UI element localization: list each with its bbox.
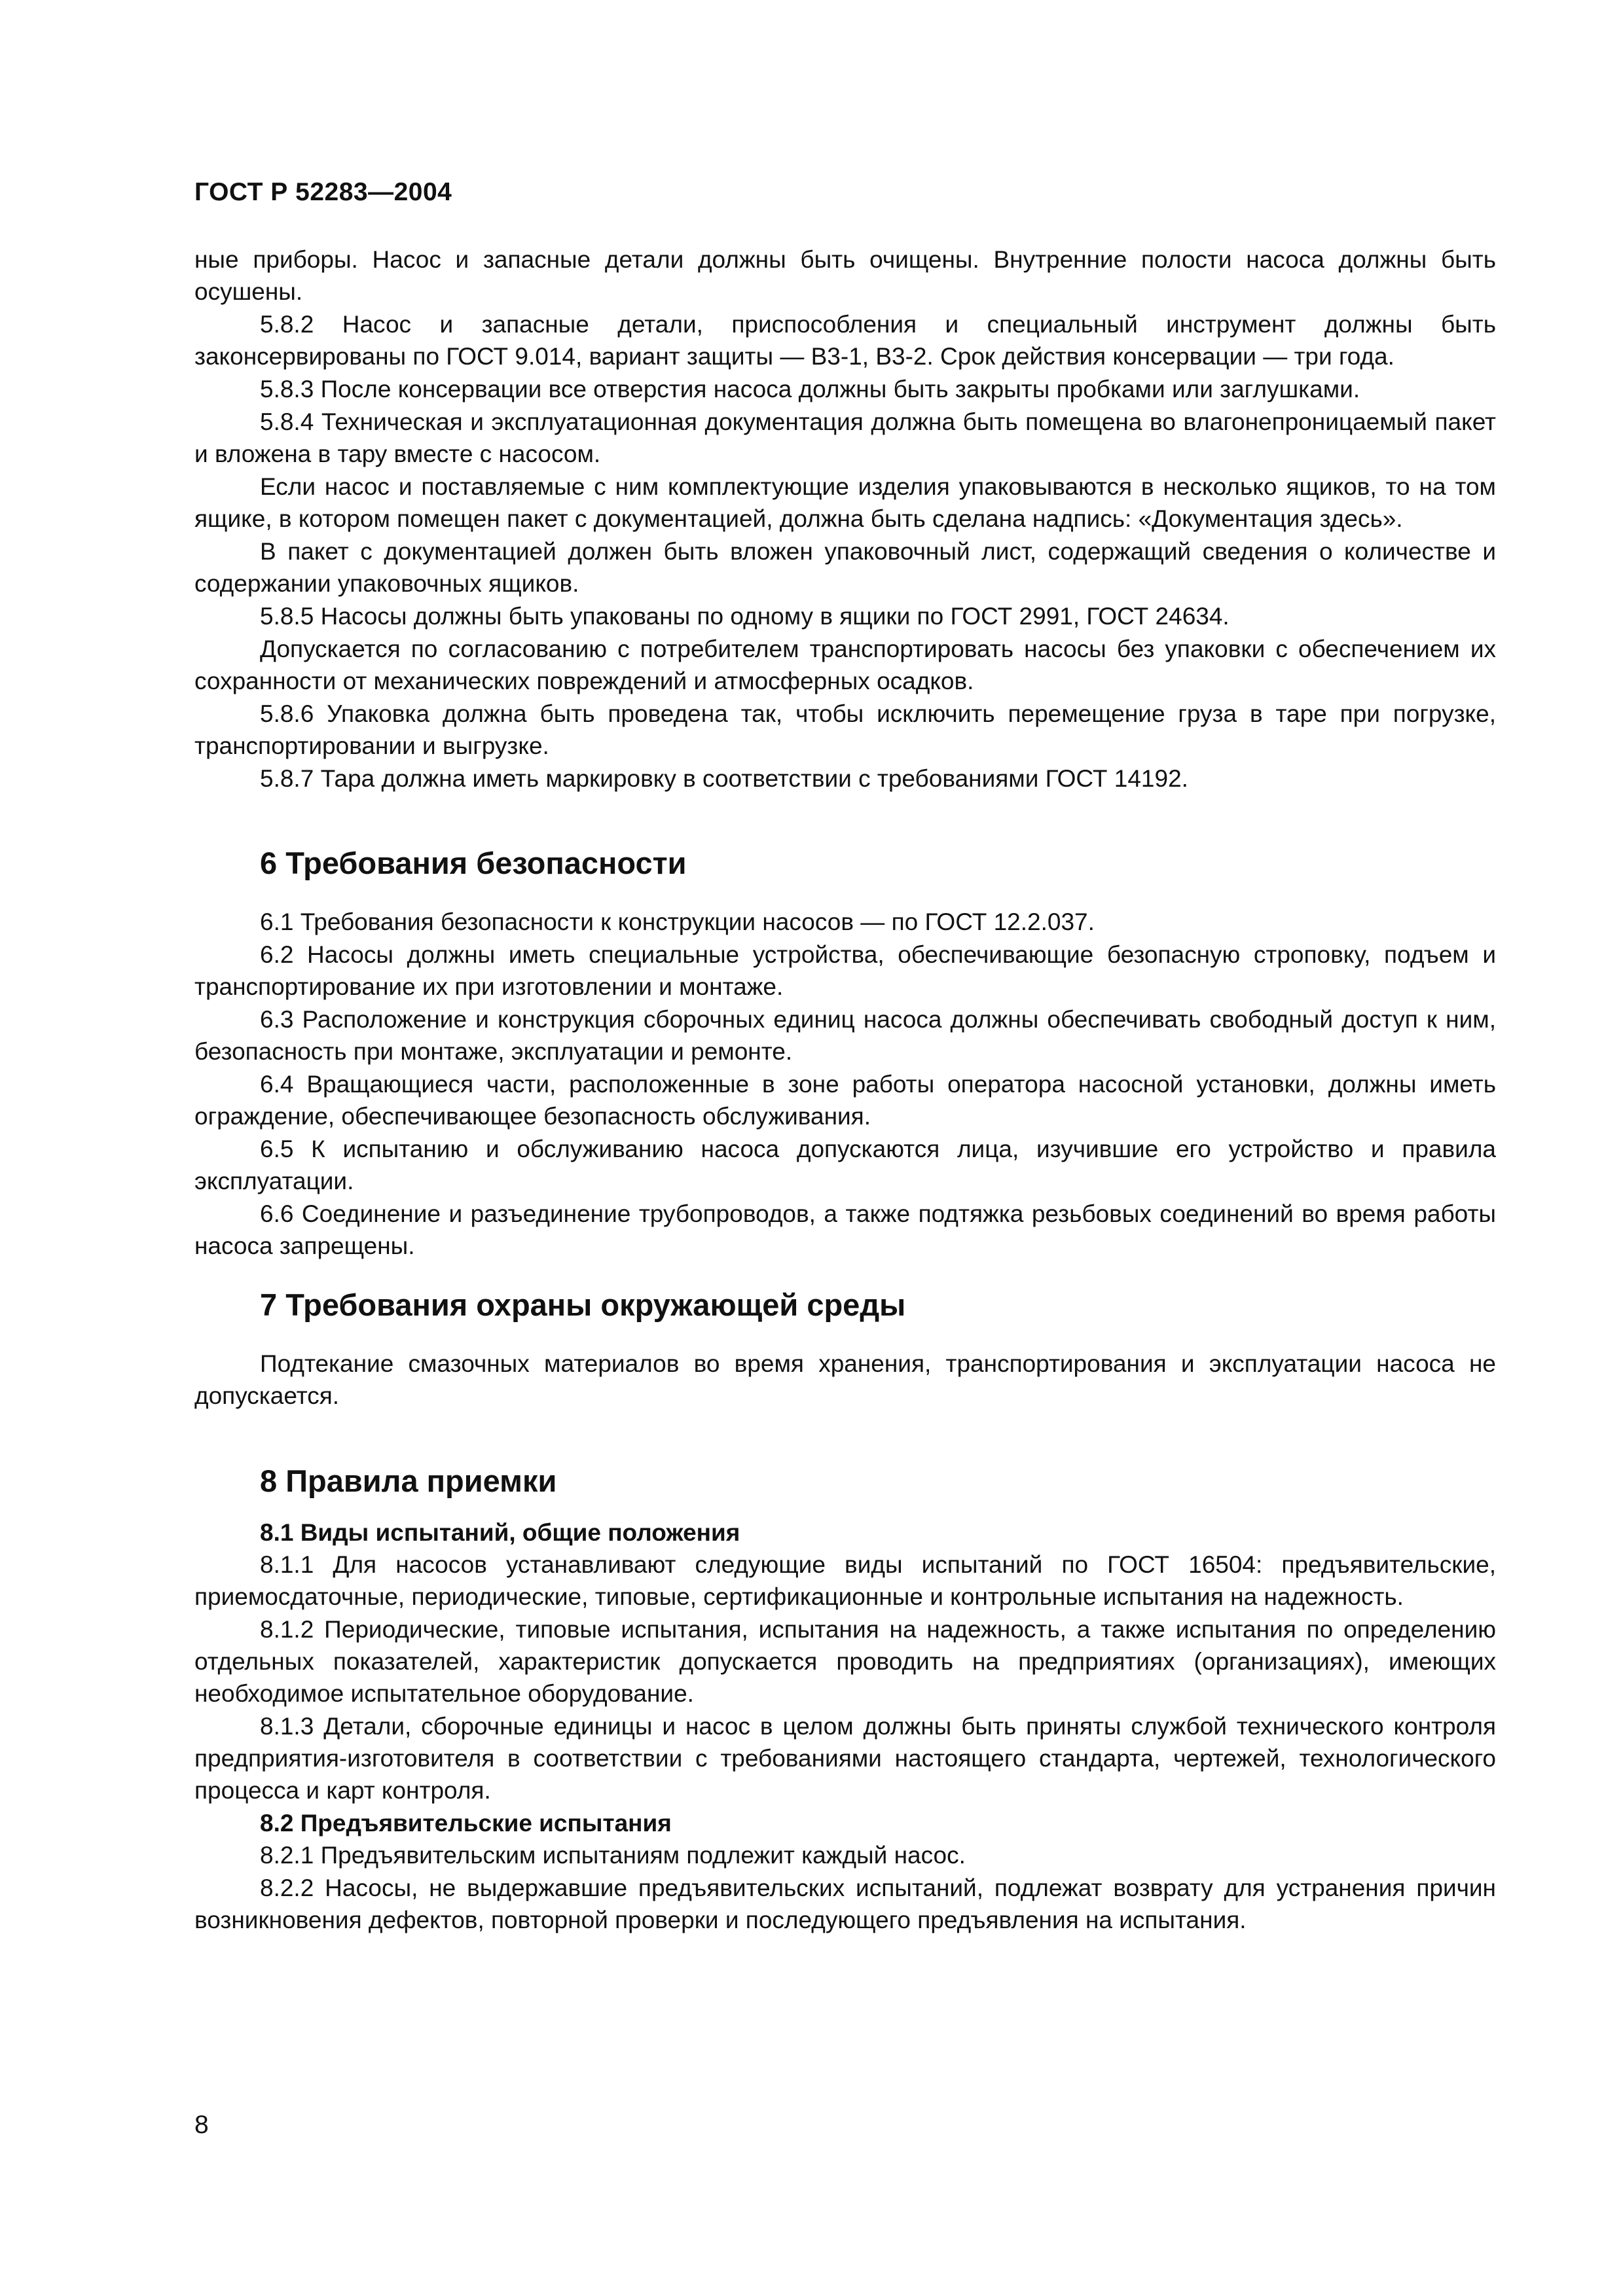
paragraph-5-8-7: 5.8.7 Тара должна иметь маркировку в соответствии с требованиями ГОСТ 14192. — [260, 765, 1188, 792]
section-heading-6: 6 Требования безопасности — [260, 846, 687, 880]
paragraph-5-8-6: 5.8.6 Упаковка должна быть проведена так, чтобы исключить перемещение груза в таре при погрузке, транспортировании и выгрузке. — [194, 700, 1496, 759]
paragraph-5-8-4-documentation-box: Если насос и поставляемые с ним комплектующие изделия упаковываются в несколько ящиков, то на том ящике, в котором помещен пакет с документацией, должна быть сделана надпись: «Документация здесь». — [194, 473, 1496, 532]
paragraph-6-3: 6.3 Расположение и конструкция сборочных единиц насоса должны обеспечивать свободный доступ к ним, безопасность при монтаже, эксплуатации и ремонте. — [194, 1006, 1496, 1065]
paragraph-8-2-2: 8.2.2 Насосы, не выдержавшие предъявительских испытаний, подлежат возврату для устранения причин возникновения дефектов, повторной проверки и последующего предъявления на испытания. — [194, 1874, 1496, 1933]
paragraph-8-1-1: 8.1.1 Для насосов устанавливают следующие виды испытаний по ГОСТ 16504: предъявительские, приемосдаточные, периодические, типовые, сертификационные и контрольные испытания на надежность. — [194, 1551, 1496, 1610]
paragraph-5-8-3: 5.8.3 После консервации все отверстия насоса должны быть закрыты пробками или заглушками. — [260, 376, 1360, 403]
subsection-heading-8-1: 8.1 Виды испытаний, общие положения — [260, 1519, 740, 1546]
document-body — [194, 243, 1496, 1937]
paragraph-6-1: 6.1 Требования безопасности к конструкции насосов — по ГОСТ 12.2.037. — [260, 908, 1095, 935]
page-number: 8 — [194, 2111, 209, 2139]
paragraph-8-1-3: 8.1.3 Детали, сборочные единицы и насос в целом должны быть приняты службой технического контроля предприятия-изготовителя в соответствии с требованиями настоящего стандарта, чертежей, технологического процесса и карт контроля. — [194, 1713, 1496, 1804]
paragraph-5-8-5-no-packaging: Допускается по согласованию с потребителем транспортировать насосы без упаковки с обеспечением их сохранности от механических повреждений и атмосферных осадков. — [194, 636, 1496, 694]
paragraph-5-8-5: 5.8.5 Насосы должны быть упакованы по одному в ящики по ГОСТ 2991, ГОСТ 24634. — [260, 603, 1230, 630]
subsection-heading-8-2: 8.2 Предъявительские испытания — [260, 1810, 672, 1837]
section-heading-8: 8 Правила приемки — [260, 1463, 557, 1498]
paragraph-6-4: 6.4 Вращающиеся части, расположенные в зоне работы оператора насосной установки, должны иметь ограждение, обеспечивающее безопасность обслуживания. — [194, 1071, 1496, 1130]
paragraph-5-8-2: 5.8.2 Насос и запасные детали, приспособления и специальный инструмент должны быть законсервированы по ГОСТ 9.014, вариант защиты — В3-1, В3-2. Срок действия консервации — три года. — [194, 311, 1496, 370]
paragraph-5-8-4: 5.8.4 Техническая и эксплуатационная документация должна быть помещена во влагонепроницаемый пакет и вложена в тару вместе с насосом. — [194, 408, 1496, 467]
paragraph-continuation: ные приборы. Насос и запасные детали должны быть очищены. Внутренние полости насоса должны быть осушены. — [194, 246, 1496, 305]
paragraph-6-2: 6.2 Насосы должны иметь специальные устройства, обеспечивающие безопасную строповку, подъем и транспортирование их при изготовлении и монтаже. — [194, 941, 1496, 1000]
paragraph-5-8-4-packing-list: В пакет с документацией должен быть вложен упаковочный лист, содержащий сведения о количестве и содержании упаковочных ящиков. — [194, 538, 1496, 597]
document-id-header: ГОСТ Р 52283—2004 — [194, 178, 452, 206]
paragraph-8-2-1: 8.2.1 Предъявительским испытаниям подлежит каждый насос. — [260, 1842, 966, 1869]
paragraph-8-1-2: 8.1.2 Периодические, типовые испытания, испытания на надежность, а также испытания по определению отдельных показателей, характеристик допускается проводить на предприятиях (организациях), имеющих необходимое испытательное оборудование. — [194, 1616, 1496, 1707]
paragraph-7: Подтекание смазочных материалов во время хранения, транспортирования и эксплуатации насоса не допускается. — [194, 1350, 1496, 1409]
paragraph-6-5: 6.5 К испытанию и обслуживанию насоса допускаются лица, изучившие его устройство и правила эксплуатации. — [194, 1136, 1496, 1194]
paragraph-6-6: 6.6 Соединение и разъединение трубопроводов, а также подтяжка резьбовых соединений во время работы насоса запрещены. — [194, 1200, 1496, 1259]
section-heading-7: 7 Требования охраны окружающей среды — [260, 1287, 906, 1322]
